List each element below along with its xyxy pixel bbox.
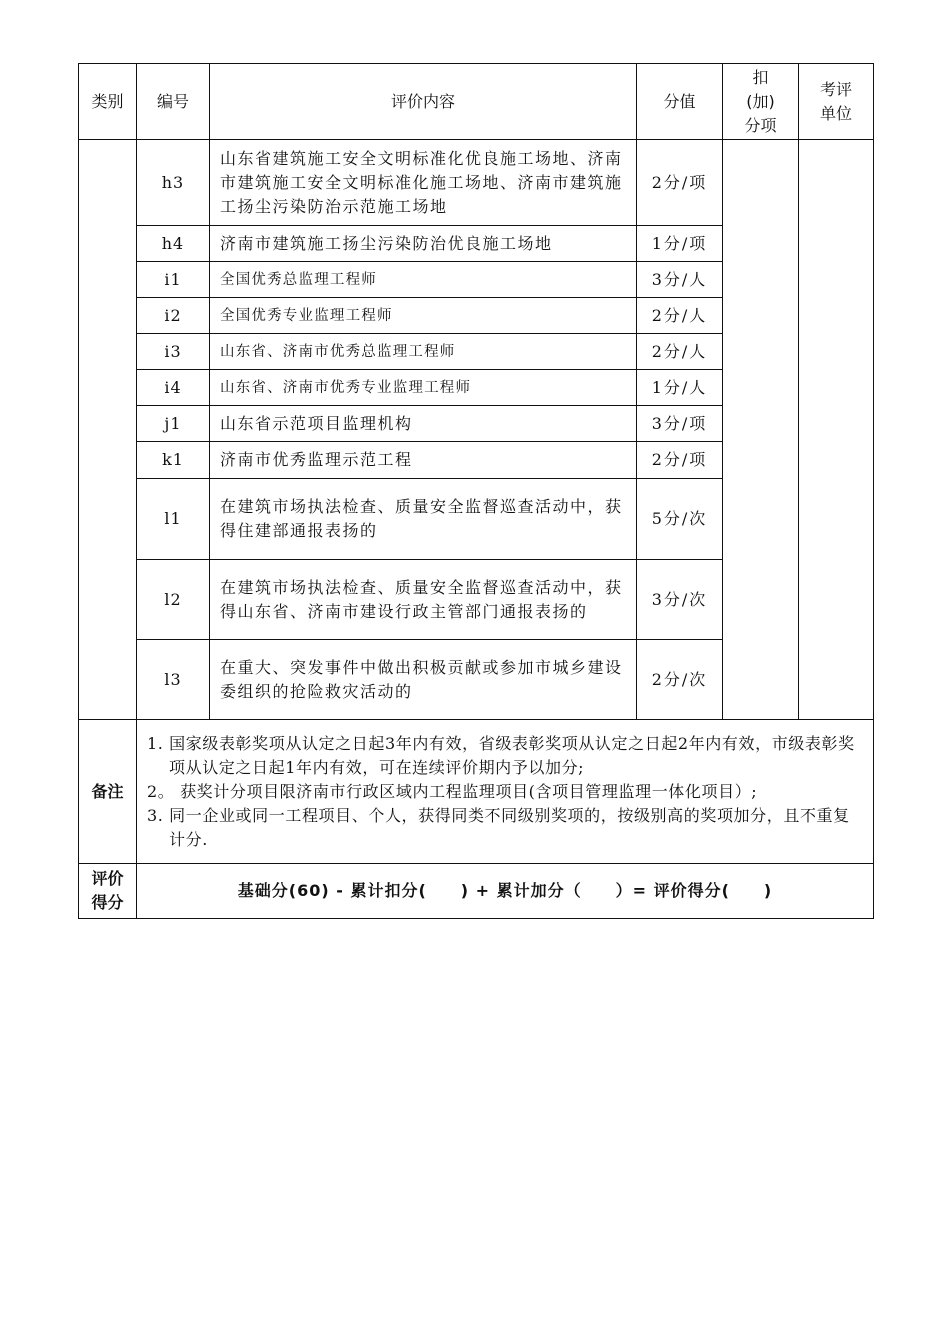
row-content: 山东省建筑施工安全文明标准化优良施工场地、济南市建筑施工安全文明标准化施工场地、济南市建筑施工扬尘污染防治示范施工场地 <box>210 140 637 226</box>
row-score: 5分/次 <box>637 479 723 560</box>
row-score: 2分/项 <box>637 442 723 479</box>
row-content: 山东省示范项目监理机构 <box>210 406 637 442</box>
row-code: k1 <box>137 442 210 479</box>
deduct-cell <box>723 140 799 720</box>
score-formula: 基础分(60) - 累计扣分( ) + 累计加分（ ）= 评价得分( ) <box>137 864 874 919</box>
header-deduct-line3: 分项 <box>744 115 777 135</box>
header-category: 类别 <box>79 64 137 140</box>
row-content: 在建筑市场执法检查、质量安全监督巡查活动中，获得山东省、济南市建设行政主管部门通报表扬的 <box>210 560 637 640</box>
header-deduct-line2: (加) <box>746 91 775 111</box>
row-content: 在建筑市场执法检查、质量安全监督巡查活动中，获得住建部通报表扬的 <box>210 479 637 560</box>
final-score-row <box>79 864 874 919</box>
row-content: 济南市建筑施工扬尘污染防治优良施工场地 <box>210 226 637 262</box>
row-score: 3分/项 <box>637 406 723 442</box>
row-score: 1分/项 <box>637 226 723 262</box>
row-code: i2 <box>137 298 210 334</box>
table-row <box>79 140 874 226</box>
row-content: 山东省、济南市优秀总监理工程师 <box>210 334 637 370</box>
row-score: 2分/人 <box>637 298 723 334</box>
row-content: 济南市优秀监理示范工程 <box>210 442 637 479</box>
note-item: 2。 获奖计分项目限济南市行政区域内工程监理项目(含项目管理监理一体化项目）; <box>147 781 758 801</box>
header-unit <box>799 64 874 140</box>
row-code: h4 <box>137 226 210 262</box>
notes-row <box>79 720 874 864</box>
row-score: 2分/项 <box>637 140 723 226</box>
row-code: h3 <box>137 140 210 226</box>
category-cell <box>79 140 137 720</box>
row-code: i3 <box>137 334 210 370</box>
final-label-line1: 评价 <box>91 869 124 888</box>
row-code: l3 <box>137 640 210 720</box>
row-content: 山东省、济南市优秀专业监理工程师 <box>210 370 637 406</box>
evaluation-table <box>78 63 874 919</box>
header-unit-line2: 单位 <box>819 103 852 123</box>
row-score: 3分/人 <box>637 262 723 298</box>
row-content: 全国优秀总监理工程师 <box>210 262 637 298</box>
header-content: 评价内容 <box>210 64 637 140</box>
row-content: 在重大、突发事件中做出积极贡献或参加市城乡建设委组织的抢险救灾活动的 <box>210 640 637 720</box>
row-content: 全国优秀专业监理工程师 <box>210 298 637 334</box>
row-code: j1 <box>137 406 210 442</box>
final-label-line2: 得分 <box>91 893 124 912</box>
row-code: l2 <box>137 560 210 640</box>
header-deduct-line1: 扣 <box>752 67 769 87</box>
header-score: 分值 <box>637 64 723 140</box>
header-code: 编号 <box>137 64 210 140</box>
header-deduct <box>723 64 799 140</box>
row-score: 2分/次 <box>637 640 723 720</box>
row-score: 3分/次 <box>637 560 723 640</box>
final-score-label <box>79 864 137 919</box>
row-score: 2分/人 <box>637 334 723 370</box>
note-item: 1. 国家级表彰奖项从认定之日起3年内有效，省级表彰奖项从认定之日起2年内有效，市级表彰奖项从认定之日起1年内有效，可在连续评价期内予以加分; <box>147 733 855 777</box>
row-score: 1分/人 <box>637 370 723 406</box>
notes-label: 备注 <box>79 720 137 864</box>
header-row <box>79 64 874 140</box>
note-item: 3. 同一企业或同一工程项目、个人，获得同类不同级别奖项的，按级别高的奖项加分，且不重复计分. <box>147 805 850 849</box>
unit-cell <box>799 140 874 720</box>
row-code: i4 <box>137 370 210 406</box>
row-code: i1 <box>137 262 210 298</box>
notes-body <box>137 720 874 864</box>
row-code: l1 <box>137 479 210 560</box>
header-unit-line1: 考评 <box>819 79 852 99</box>
